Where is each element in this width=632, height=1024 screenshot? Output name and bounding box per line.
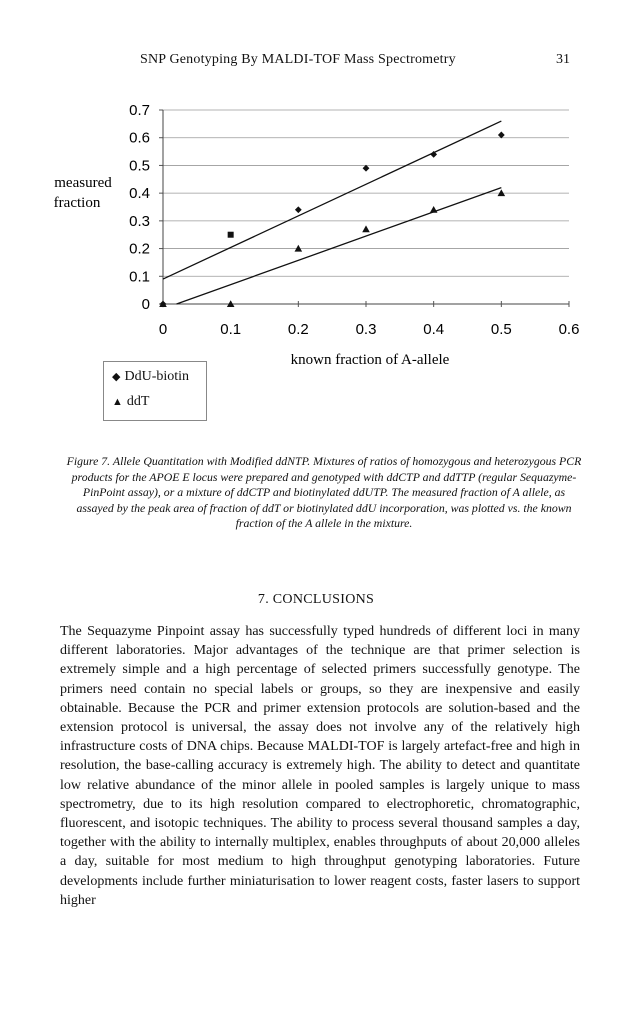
chart-legend: [103, 361, 207, 421]
data-points: [159, 132, 505, 308]
y-tick-label: 0.7: [129, 102, 150, 119]
chart-grid: [163, 110, 569, 276]
x-tick-label: 0.1: [220, 321, 242, 338]
y-axis-label-line1: measured: [54, 175, 112, 191]
x-tick-label: 0.3: [355, 321, 377, 338]
legend-label: DdU-biotin: [124, 369, 190, 384]
triangle-marker: [430, 206, 438, 213]
diamond-icon: ◆: [112, 371, 121, 383]
running-title: SNP Genotyping By MALDI-TOF Mass Spectrometry: [140, 52, 456, 67]
legend-item-ddt: [112, 393, 149, 411]
running-header: [0, 52, 632, 72]
y-tick-label: 0.2: [129, 240, 150, 258]
y-tick-label: 0.3: [129, 212, 150, 230]
x-tick-label: 0.2: [287, 321, 309, 338]
y-tick-labels: [129, 102, 150, 313]
allele-quantitation-chart: [0, 90, 632, 370]
x-axis-label: known fraction of A-allele: [290, 352, 450, 368]
chart-axes: [159, 110, 569, 307]
x-tick-label: 0.6: [558, 321, 580, 338]
x-tick-label: 0: [158, 321, 168, 338]
square-marker: [228, 232, 234, 238]
trendline-diamond: [163, 121, 501, 279]
y-tick-label: 0.6: [129, 129, 150, 147]
x-tick-label: 0.4: [423, 321, 445, 338]
x-tick-labels: [159, 321, 580, 338]
y-axis-label-line2: fraction: [53, 195, 101, 211]
trendline-triangle: [177, 188, 502, 304]
triangle-marker: [362, 225, 370, 232]
y-tick-label: 0.4: [129, 185, 150, 203]
body-paragraph: The Sequazyme Pinpoint assay has successfully typed hundreds of different loci in many different laboratories. Major advantages of the technique are that primer selection is extremely simple and a high percentage of selected primers successfully genotype. The primers need contain no special labels or groups, so they are inexpensive and easily obtainable. Because the PCR and primer extension protocols are solution-based and the extension protocol is universal, the assay does not involve any of the relatively high infrastructure costs of DNA chips. Because MALDI-TOF is largely artefact-free and high in resolution, the base-calling accuracy is extremely high. The ability to detect and quantitate low relative abundance of the minor allele in pooled samples is largely unique to mass spectrometry, due to its high resolution compared to electrophoretic, chromatographic, fluorescent, and isotopic techniques. The ability to process several thousand samples a day, together with the ability to internally multiplex, enables throughputs of about 20,000 alleles a day, suitable for most medium to high throughput genotyping laboratories. Future developments include further miniaturisation to lower reagent costs, faster lasers to support higher: [60, 624, 580, 908]
page-number: 31: [556, 52, 570, 67]
figure-caption: Figure 7. Allele Quantitation with Modified ddNTP. Mixtures of ratios of homozygous and heterozygous PCR products for the APOE E locus were prepared and genotyped with ddCTP and ddTTP (regular Sequazyme-PinPoint assay), or a mixture of ddCTP and biotinylated ddUTP. The measured fraction of A allele, as assayed by the peak area of fraction of ddT or biotinylated ddU incorporation, was plotted vs. the known fraction of the A allele in the mixture.: [66, 454, 582, 531]
y-tick-label: 0.1: [129, 268, 150, 286]
y-tick-label: 0: [141, 296, 150, 313]
legend-label: ddT: [126, 394, 150, 409]
legend-item-ddu-biotin: [112, 368, 189, 386]
section-heading: 7. CONCLUSIONS: [257, 592, 375, 607]
diamond-marker: [295, 206, 302, 213]
triangle-icon: ▲: [112, 396, 123, 408]
x-tick-label: 0.5: [490, 321, 512, 338]
y-tick-label: 0.5: [129, 157, 150, 175]
